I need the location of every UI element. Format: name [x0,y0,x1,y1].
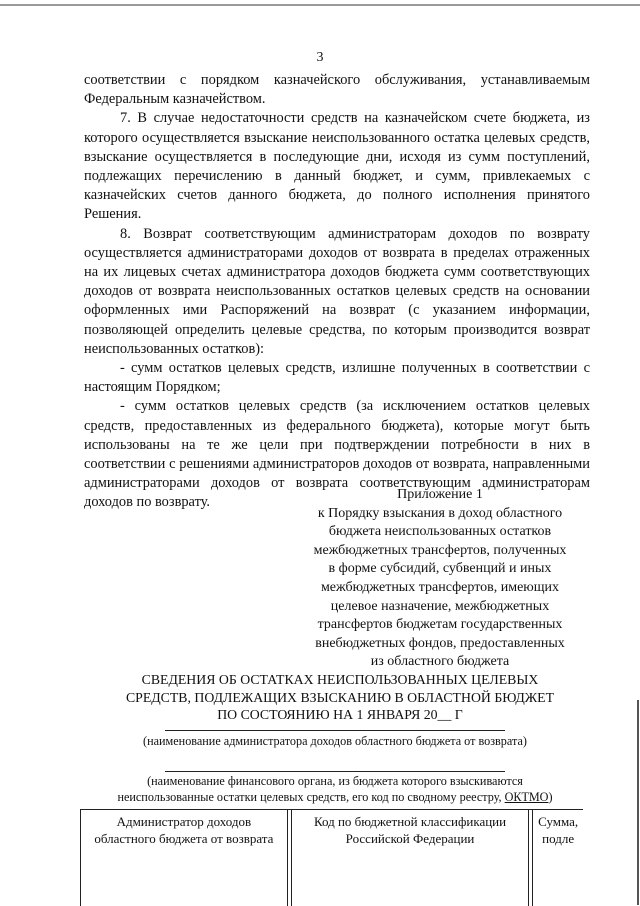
body-text [84,71,590,513]
appendix-line: бюджета неиспользованных остатков [328,524,552,540]
header-text: Сумма, [538,814,579,829]
caption-text: неиспользованные остатки целевых средств, его код по сводному реестру, [117,790,502,804]
appendix-line: в форме субсидий, субвенций и иных [328,561,552,577]
appendix-title: Приложение 1 [397,487,483,502]
administrator-name-caption: (наименование администратора доходов областного бюджета от возврата) [143,734,527,748]
appendix-line: к Порядку взыскания в доход областного [317,505,563,521]
list-item-excess: - сумм остатков целевых средств, излишне полученных в соответствии с настоящим Порядком; [84,360,590,396]
paragraph-continuation: соответствии с порядком казначейского обслуживания, устанавливаемым Федеральным казначейством. [84,72,590,108]
header-text: Код по бюджетной классификации [313,814,507,829]
caption-line: (наименование финансового органа, из бюджета которого взыскиваются [147,774,523,788]
caption-line [80,789,590,805]
paragraph-7: 7. В случае недостаточности средств на казначейском счете бюджета, из которого осуществляется взыскание неиспользованного остатка целевых средств, взыскание осуществляется в последующие дни, исходя из сумм поступлений, подлежащих перечислению в данный бюджет, и сумм, привлекаемых с казначейских счетов данного бюджета, до полного исполнения принятого Решения. [84,110,590,223]
appendix-line: межбюджетных трансфертов, полученных [313,542,567,558]
balances-table [80,809,583,906]
column-header-amount [532,810,583,906]
header-text: Администратор доходов [116,814,252,829]
list-item-reuse: - сумм остатков целевых средств (за исключением остатков целевых средств, предоставленных из федерального бюджета), которые могут быть использованы на те же цели при подтверждении потребности в них в соответствии с решениями администраторов доходов от возврата, направленными администраторами доходов от возврата соответствующим администраторам доходов по возврату. [84,398,590,511]
header-text: областного бюджета от возврата [94,831,274,846]
heading-line: СРЕДСТВ, ПОДЛЕЖАЩИХ ВЗЫСКАНИЮ В ОБЛАСТНОЙ БЮДЖЕТ [125,689,555,705]
header-text: подле [542,831,575,846]
appendix-line: внебюджетных фондов, предоставленных [315,635,565,651]
scan-edge-top [0,4,640,6]
appendix-line: из областного бюджета [370,654,510,670]
oktmo-label: ОКТМО [504,790,549,804]
financial-body-caption [80,773,590,805]
form-heading [110,671,570,724]
administrator-name-line [165,730,505,731]
financial-body-line [165,771,505,772]
appendix-line: трансфертов бюджетам государственных [317,617,563,633]
scan-edge-right [637,700,639,905]
appendix-line: межбюджетных трансфертов, имеющих [320,579,560,595]
column-header-administrator [81,810,288,906]
heading-line: ПО СОСТОЯНИЮ НА 1 ЯНВАРЯ 20__ Г [217,707,463,722]
paragraph-8: 8. Возврат соответствующим администраторам доходов по возврату осуществляется администраторами доходов от возврата в пределах отраженных на их лицевых счетах администратора доходов бюджета сумм соответствующих доходов от возврата неиспользованных остатков целевых средств на основании оформленных ими Распоряжений на возврат (с указанием информации, позволяющей определить целевые средства, по которым производится возврат неиспользованных остатков): [84,225,590,357]
column-header-budget-code [291,810,530,906]
header-text: Российской Федерации [345,831,475,846]
caption-close: ) [548,790,553,804]
page-number: 3 [316,50,324,65]
heading-line: СВЕДЕНИЯ ОБ ОСТАТКАХ НЕИСПОЛЬЗОВАННЫХ ЦЕЛЕВЫХ [141,672,539,687]
appendix-line: целевое назначение, межбюджетных [330,598,550,614]
appendix-block [290,486,590,672]
